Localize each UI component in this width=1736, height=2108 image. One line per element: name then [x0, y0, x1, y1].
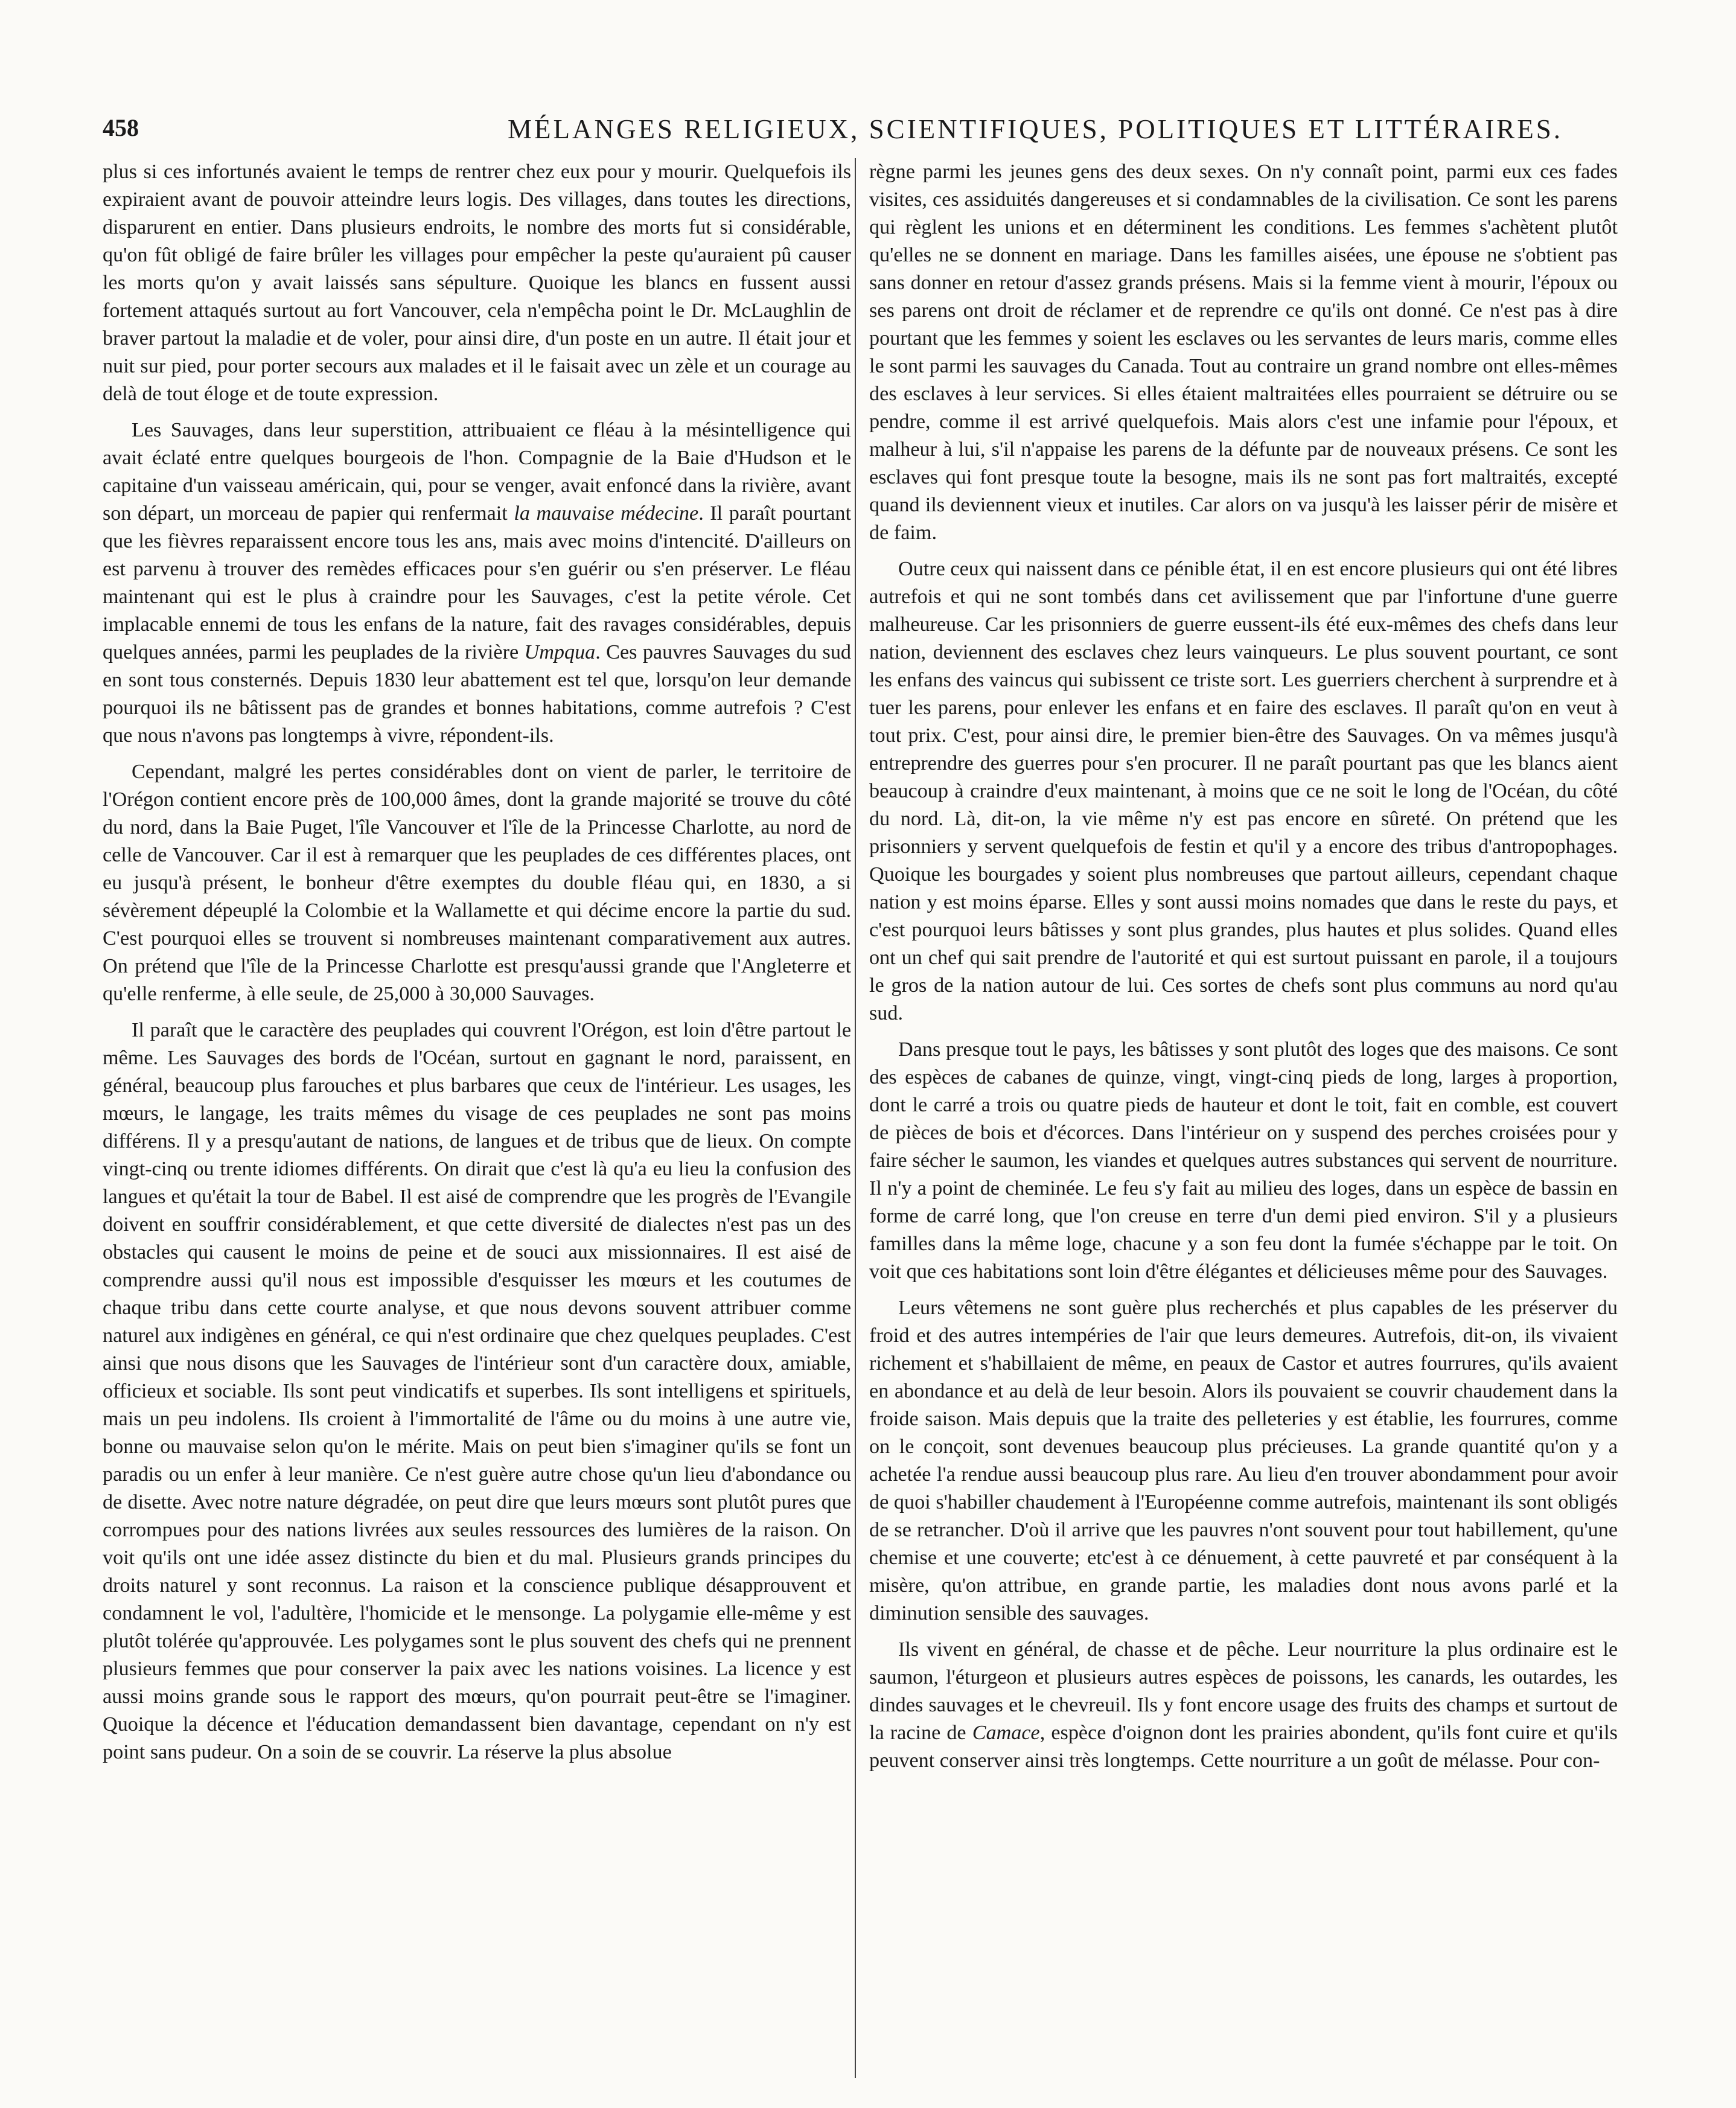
paragraph: Outre ceux qui naissent dans ce pénible état, il en est encore plusieurs qui ont été libres autrefois et qui ne sont tombés dans cet avilissement que par l'infortune d'une guerre malheureuse. Car les prisonniers de guerre eussent-ils été eux-mêmes des chefs dans leur nation, deviennent des esclaves chez leurs vainqueurs. Le plus souvent pourtant, ce sont les enfans des vaincus qui subissent ce triste sort. Les guerriers cherchent à surprendre et à tuer les parens, pour enlever les enfans et en faire des esclaves. Il paraît qu'on en veut à tout prix. C'est, pour ainsi dire, le premier bien-être des Sauvages. On va mêmes jusqu'à entreprendre des guerres pour s'en procurer. Il ne paraît pourtant pas que les blancs aient beaucoup à craindre d'eux maintenant, à moins que ce ne soit le long de l'Océan, du côté du nord. Là, dit-on, la vie même n'y est pas encore en sûreté. On prétend que les prisonniers y servent quelquefois de festin et qu'il y a encore des tribus d'antropophages. Quoique les bourgades y soient plus nombreuses que partout ailleurs, cependant chaque nation y est moins éparse. Elles y sont aussi moins nomades que dans le reste du pays, et c'est pourquoi leurs bâtisses y sont plus grandes, plus hautes et plus solides. Quand elles ont un chef qui sait prendre de l'autorité et qui est surtout puissant en parole, il a toujours le gros de la nation autour de lui. Ces sortes de chefs sont plus communs au nord qu'au sud. — [869, 558, 1618, 1024]
paragraph-text: , espèce d'oignon dont les prairies abondent, qu'ils font cuire et qu'ils peuvent conserver ainsi très longtemps. Cette nourriture a un goût de mélasse. Pour con- — [869, 1722, 1618, 1772]
italic-place-name: Umpqua — [524, 641, 596, 663]
paragraph: Dans presque tout le pays, les bâtisses y sont plutôt des loges que des maisons. Ce sont des espèces de cabanes de quinze, vingt, vingt-cinq pieds de long, larges à proportion, dont le carré a trois ou quatre pieds de hauteur et dont le toit, fait en comble, est couvert de pièces de bois et d'écorces. Dans l'intérieur on y suspend des perches croisées pour y faire sécher le saumon, les viandes et quelques autres substances qui servent de nourriture. Il n'y a point de cheminée. Le feu s'y fait au milieu des loges, dans un espèce de bassin en forme de carré long, que l'on creuse en terre d'un demi pied environ. S'il y a plusieurs familles dans la même loge, chacune y a son feu dont la fumée s'échappe par le toit. On voit que ces habitations sont loin d'être élégantes et délicieuses même pour des Sauvages. — [869, 1038, 1618, 1283]
paragraph-text: Ils vivent en général, de chasse et de pêche. Leur nourriture la plus ordinaire est le saumon, l'éturgeon et plusieurs autres espèces de poissons, les canards, les outardes, les dindes sauvages et le chevreuil. Ils y font encore usage des fruits des champs et surtout de la racine de — [869, 1638, 1618, 1744]
paragraph: Cependant, malgré les pertes considérables dont on vient de parler, le territoire de l'Orégon contient encore près de 100,000 âmes, dont la grande majorité se trouve du côté du nord, dans la Baie Puget, l'île Vancouver et l'île de la Princesse Charlotte, au nord de celle de Vancouver. Car il est à remarquer que les peuplades de ces différentes places, ont eu jusqu'à présent, le bonheur d'être exemptes du double fléau qui, en 1830, a si sévèrement dépeuplé la Colombie et la Wallamette et qui décime encore la partie du sud. C'est pourquoi elles se trouvent si nombreuses maintenant comparativement aux autres. On prétend que l'île de la Princesse Charlotte est presqu'aussi grande que l'Angleterre et qu'elle renferme, à elle seule, de 25,000 à 30,000 Sauvages. — [103, 761, 851, 1005]
italic-phrase: la mauvaise médecine — [514, 502, 699, 525]
running-title: MÉLANGES RELIGIEUX, SCIENTIFIQUES, POLITIQUES ET LITTÉRAIRES. — [507, 114, 1563, 144]
paragraph-text: . Il paraît pourtant que les fièvres reparaissent encore tous les ans, mais avec moins d'intencité. D'ailleurs on est parvenu à trouver des remèdes efficaces pour s'en guérir ou s'en préserver. Le fléau maintenant qui est le plus à craindre pour les Sauvages, c'est la petite vérole. Cet implacable ennemi de tous les enfans de la nature, fait des ravages considérables, depuis quelques années, parmi les peuplades de la rivière — [103, 502, 851, 663]
paragraph: Leurs vêtemens ne sont guère plus recherchés et plus capables de les préserver du froid et des autres intempéries de l'air que leurs demeures. Autrefois, dit-on, ils vivaient richement et s'habillaient de même, en peaux de Castor et autres fourrures, qu'ils avaient en abondance et au delà de leur besoin. Alors ils pouvaient se couvrir chaudement dans la froide saison. Mais depuis que la traite des pelleteries y est établie, les fourrures, comme on le conçoit, sont devenues beaucoup plus précieuses. La grande quantité qu'on y a achetée l'a rendue aussi beaucoup plus rare. Au lieu d'en trouver abondamment pour avoir de quoi s'habiller chaudement à l'Européenne comme autrefois, maintenant ils sont obligés de se retrancher. D'où il arrive que les pauvres n'ont souvent pour tout habillement, qu'une chemise et une couverte; etc'est à ce dénuement, à cette pauvreté et par conséquent à la misère, qu'on attribue, en grande partie, les maladies dont nous avons parlé et la diminution sensible des sauvages. — [869, 1297, 1618, 1624]
right-column — [869, 158, 1618, 2078]
page-header — [103, 113, 1660, 156]
paragraph — [869, 1636, 1618, 1775]
paragraph: plus si ces infortunés avaient le temps de rentrer chez eux pour y mourir. Quelquefois ils expiraient avant de pouvoir atteindre leurs logis. Des villages, dans toutes les directions, disparurent en entier. Dans plusieurs endroits, le nombre des morts fut si considérable, qu'on fût obligé de faire brûler les villages pour empêcher la peste qu'auraient pû causer les morts qu'on y avait laissés sans sépulture. Quoique les blancs en fussent aussi fortement attaqués surtout au fort Vancouver, cela n'empêcha point le Dr. McLaughlin de braver partout la maladie et de voler, pour ainsi dire, d'un poste en un autre. Il était jour et nuit sur pied, pour porter secours aux malades et il le faisait avec un zèle et un courage au delà de tout éloge et de toute expression. — [103, 161, 851, 405]
italic-word: Camace — [972, 1722, 1040, 1744]
paragraph-text: . Ces pauvres Sauvages du sud en sont tous consternés. Depuis 1830 leur abattement est tel que, lorsqu'on leur demande pourquoi ils ne bâtissent pas de grandes et bonnes habitations, comme autrefois ? C'est que nous n'avons pas longtemps à vivre, répondent-ils. — [103, 641, 851, 747]
paragraph — [103, 417, 851, 750]
left-column — [103, 158, 851, 2078]
column-divider — [855, 158, 856, 2078]
page-number: 458 — [103, 114, 139, 141]
paragraph: Il paraît que le caractère des peuplades qui couvrent l'Orégon, est loin d'être partout le même. Les Sauvages des bords de l'Océan, surtout en gagnant le nord, paraissent, en général, beaucoup plus farouches et plus barbares que ceux de l'intérieur. Les usages, les mœurs, le langage, les traits mêmes du visage de ces peuplades ne sont pas moins différens. Il y a presqu'autant de nations, de langues et de tribus que de lieux. On compte vingt-cinq ou trente idiomes différents. On dirait que c'est là qu'a eu lieu la confusion des langues et qu'était la tour de Babel. Il est aisé de comprendre que les progrès de l'Evangile doivent en souffrir considérablement, et que cette diversité de dialectes n'est pas un des obstacles qui causent le moins de peine et de souci aux missionnaires. Il est aisé de comprendre aussi qu'il nous est impossible d'esquisser les mœurs et les coutumes de chaque tribu dans cette courte analyse, et que nous devons souvent attribuer comme naturel aux indigènes en général, ce qui n'est ordinaire que chez quelques peuplades. C'est ainsi que nous disons que les Sauvages de l'intérieur sont d'un caractère doux, amiable, officieux et sociable. Ils sont peut vindicatifs et superbes. Ils sont intelligens et spirituels, mais un peu indolens. Ils croient à l'immortalité de l'âme ou du moins à une autre vie, bonne ou mauvaise selon qu'on le mérite. Mais on peut bien s'imaginer qu'ils se font un paradis ou un enfer à leur manière. Ce n'est guère autre chose qu'un lieu d'abondance ou de disette. Avec notre nature dégradée, on peut dire que leurs mœurs sont plutôt pures que corrompues pour des nations livrées aux seules ressources des lumières de la raison. On voit qu'ils ont une idée assez distincte du bien et du mal. Plusieurs grands principes du droits naturel y sont reconnus. La raison et la conscience publique désapprouvent et condamnent le vol, l'adultère, l'homicide et le mensonge. La polygamie elle-même y est plutôt tolérée qu'approuvée. Les polygames sont le plus souvent des chefs qui ne prennent plusieurs femmes que pour conserver la paix avec les nations voisines. La licence y est aussi moins grande sous le rapport des mœurs, qu'on pourrait peut-être se l'imaginer. Quoique la décence et l'éducation demandassent bien davantage, cependant on n'y est point sans pudeur. On a soin de se couvrir. La réserve la plus absolue — [103, 1019, 851, 1763]
paragraph-text: Les Sauvages, dans leur superstition, attribuaient ce fléau à la mésintelligence qui avait éclaté entre quelques bourgeois de l'hon. Compagnie de la Baie d'Hudson et le capitaine d'un vaisseau américain, qui, pour se venger, avait enfoncé dans la rivière, avant son départ, un morceau de papier qui renfermait — [103, 419, 851, 525]
paragraph: règne parmi les jeunes gens des deux sexes. On n'y connaît point, parmi eux ces fades visites, ces assiduités dangereuses et si condamnables de la civilisation. Ce sont les parens qui règlent les unions et en déterminent les conditions. Les femmes s'achètent plutôt qu'elles ne se donnent en mariage. Dans les familles aisées, une épouse ne s'obtient pas sans donner en retour d'assez grands présens. Mais si la femme vient à mourir, l'époux ou ses parens ont droit de réclamer et de reprendre ce qu'ils ont donné. Ce n'est pas à dire pourtant que les femmes y soient les esclaves ou les servantes de leurs maris, comme elles le sont parmi les sauvages du Canada. Tout au contraire un grand nombre ont elles-mêmes des esclaves à leur services. Si elles étaient maltraitées elles pourraient se détruire ou se pendre, comme il est arrivé quelquefois. Mais alors c'est une infamie pour l'époux, et malheur à lui, s'il n'appaise les parens de la défunte par de nouveaux présens. Ce sont les esclaves qui font presque toute la besogne, mais ils ne sont pas fort maltraités, excepté quand ils deviennent vieux et inutiles. Car alors on va jusqu'à les laisser périr de misère et de faim. — [869, 161, 1618, 544]
